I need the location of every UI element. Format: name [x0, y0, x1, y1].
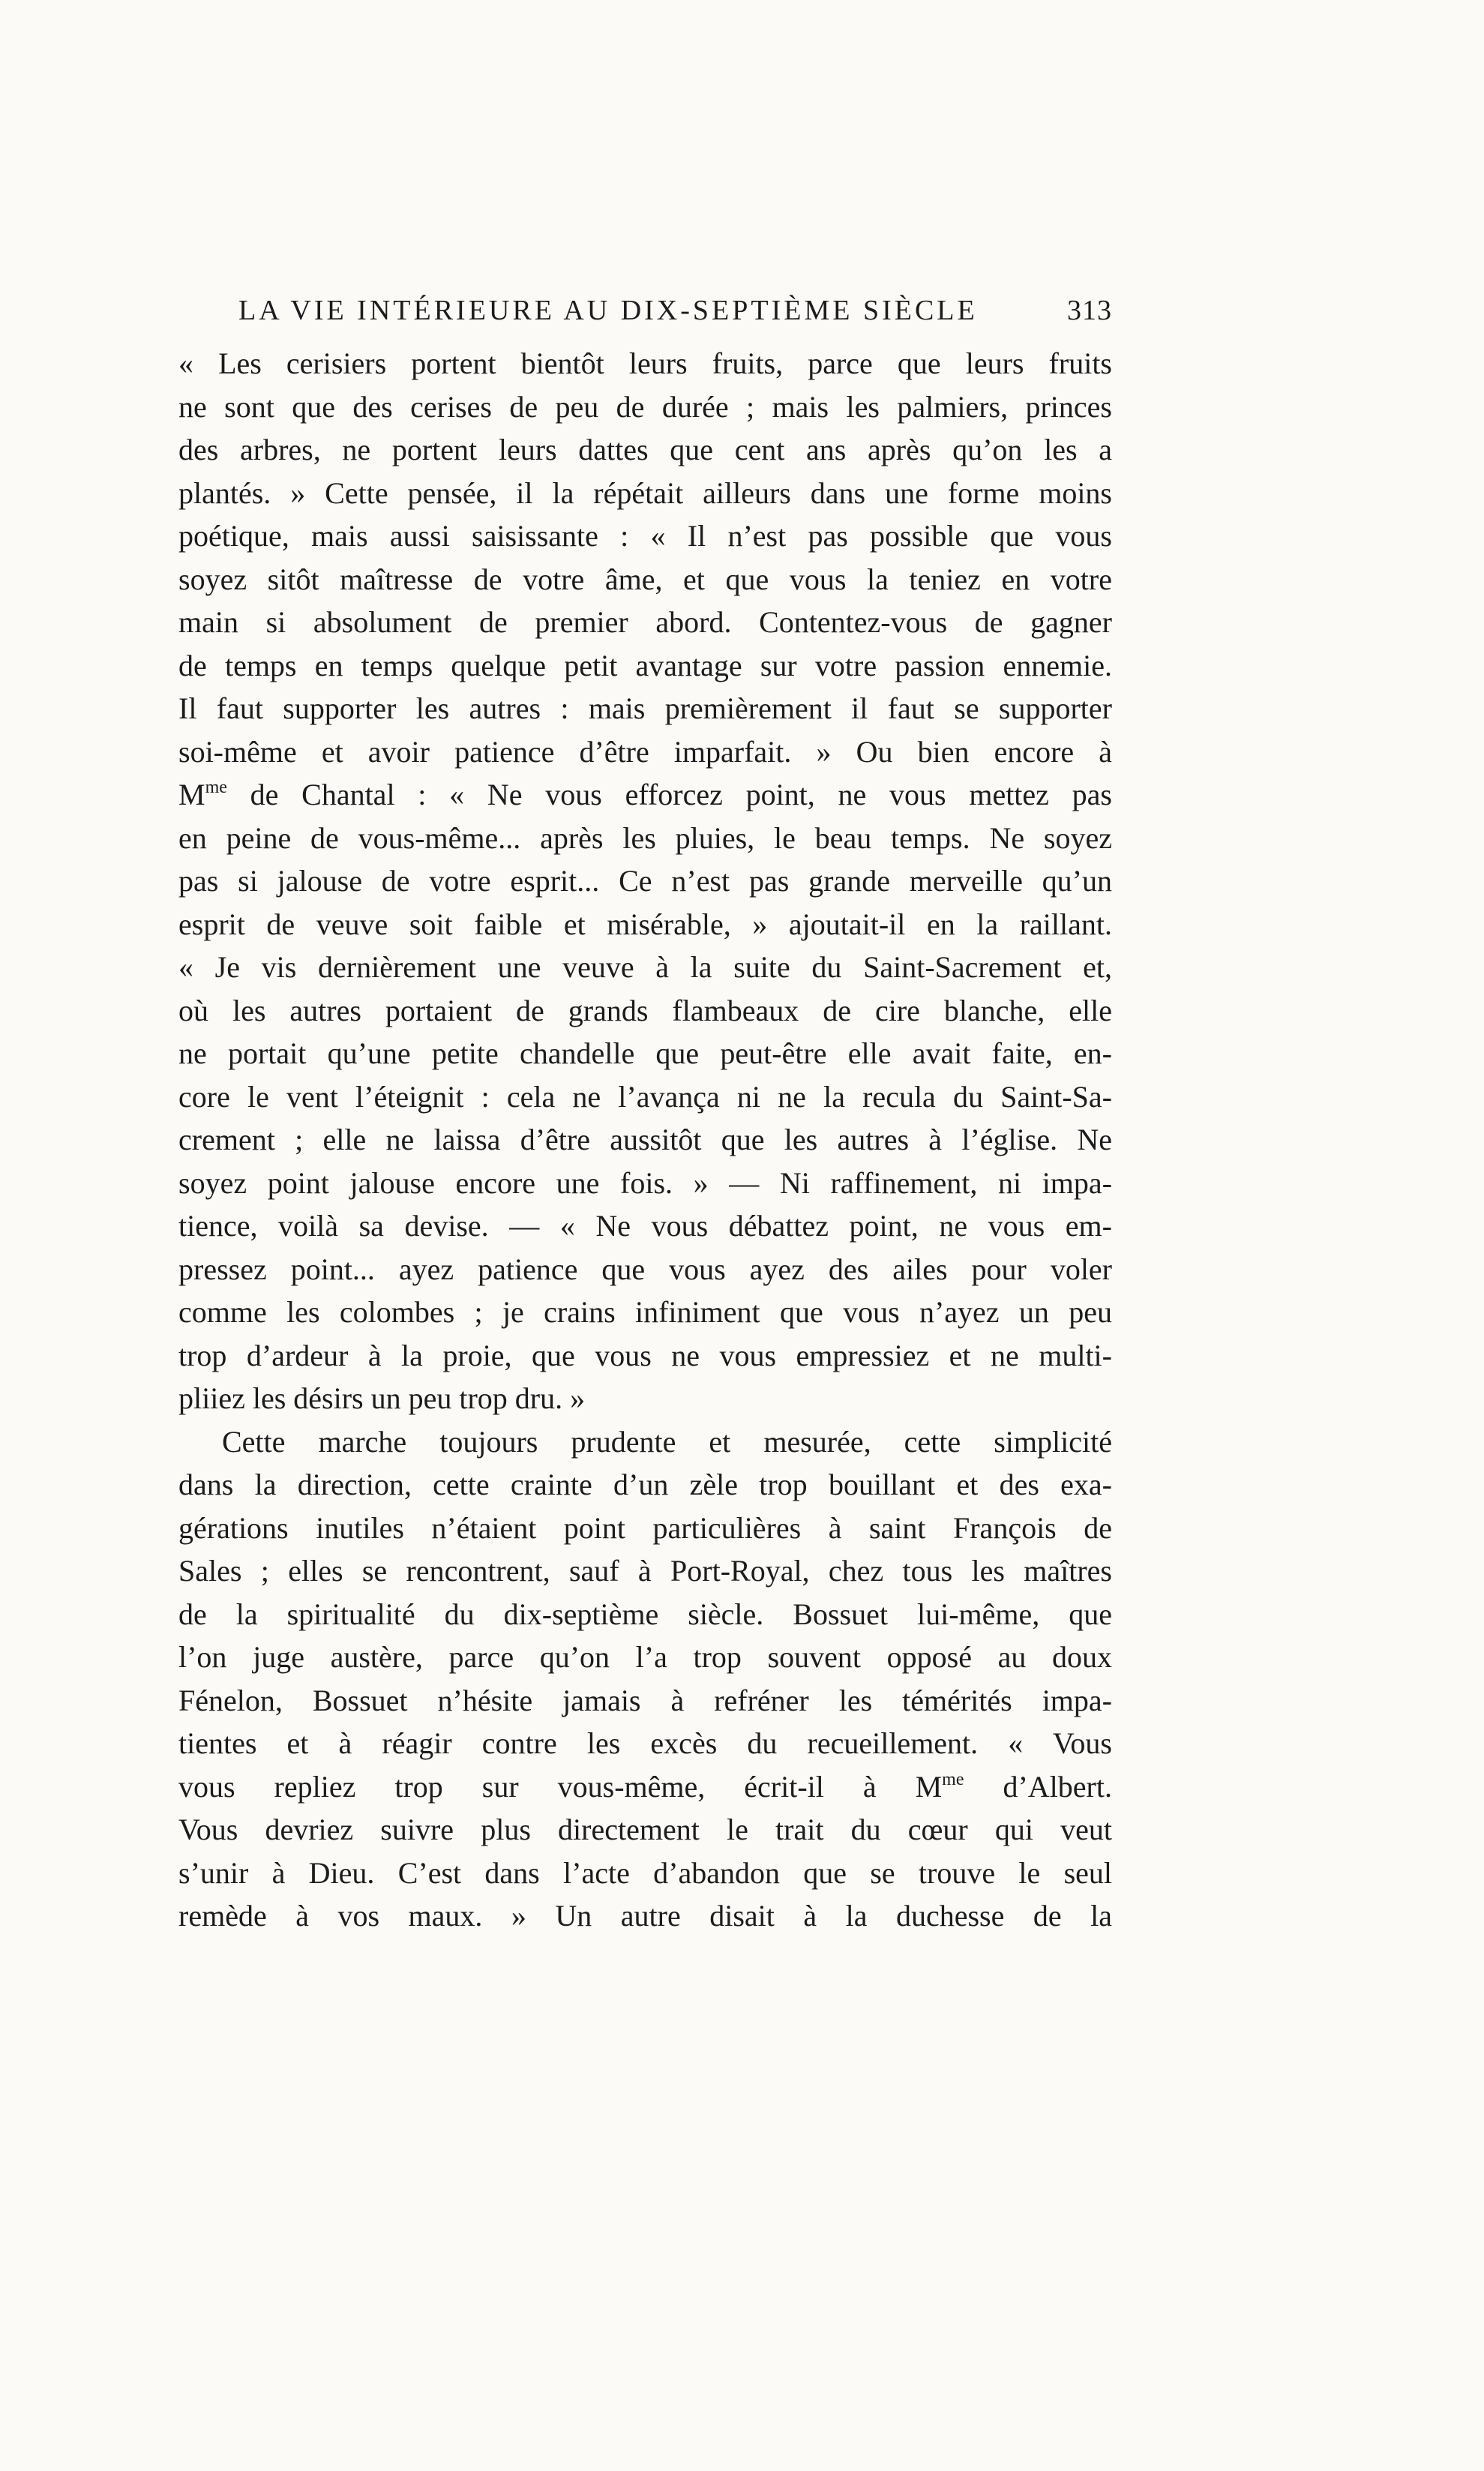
text-line: en peine de vous-même... après les pluies, le beau temps. Ne soyez — [178, 820, 1112, 855]
running-head — [178, 294, 1112, 333]
text-line: des arbres, ne portent leurs dattes que cent ans après qu’on les a — [178, 433, 1112, 466]
text-line: Sales ; elles se rencontrent, sauf à Port-Royal, chez tous les maîtres — [178, 1554, 1112, 1588]
text-line: Fénelon, Bossuet n’hésite jamais à refréner les témérités impa- — [178, 1683, 1112, 1717]
line-text-after: d’Albert. — [964, 1769, 1112, 1804]
text-line: comme les colombes ; je crains infiniment que vous n’ayez un peu — [178, 1295, 1112, 1329]
text-line: de la spiritualité du dix-septième siècle. Bossuet lui-même, que — [178, 1597, 1112, 1631]
text-line: « Les cerisiers portent bientôt leurs fruits, parce que leurs fruits — [178, 346, 1112, 380]
text-line: soi-même et avoir patience d’être imparfait. » Ou bien encore à — [178, 734, 1112, 769]
text-line: core le vent l’éteignit : cela ne l’avança ni ne la recula du Saint-Sa- — [178, 1079, 1112, 1114]
text-line: dans la direction, cette crainte d’un zèle trop bouillant et des exa- — [178, 1468, 1112, 1501]
text-line: pliiez les désirs un peu trop dru. » — [178, 1381, 586, 1415]
running-title: LA VIE INTÉRIEURE AU DIX-SEPTIÈME SIÈCLE — [238, 295, 978, 326]
text-line: gérations inutiles n’étaient point particulières à saint François de — [178, 1510, 1112, 1545]
line-superscript: me — [205, 778, 227, 797]
text-line: crement ; elle ne laissa d’être aussitôt que les autres à l’église. Ne — [178, 1123, 1112, 1156]
text-line: tientes et à réagir contre les excès du recueillement. « Vous — [178, 1726, 1112, 1760]
text-line: soyez sitôt maîtresse de votre âme, et que vous la teniez en votre — [178, 562, 1112, 596]
text-line: trop d’ardeur à la proie, que vous ne vous empressiez et ne multi- — [178, 1338, 1112, 1372]
text-line: s’unir à Dieu. C’est dans l’acte d’abandon que se trouve le seul — [178, 1855, 1112, 1890]
text-line: de temps en temps quelque petit avantage sur votre passion ennemie. — [178, 648, 1112, 682]
text-line: « Je vis dernièrement une veuve à la suite du Saint-Sacrement et, — [178, 950, 1112, 984]
line-superscript: me — [942, 1769, 964, 1789]
page-number: 313 — [1067, 295, 1112, 326]
text-line: ne sont que des cerises de peu de durée ; mais les palmiers, princes — [178, 389, 1112, 424]
text-line: ne portait qu’une petite chandelle que peut-être elle avait faite, en- — [178, 1036, 1112, 1070]
text-line: plantés. » Cette pensée, il la répétait ailleurs dans une forme moins — [178, 475, 1112, 510]
text-line — [178, 773, 1112, 817]
text-line: soyez point jalouse encore une fois. » — Ni raffinement, ni impa- — [178, 1165, 1112, 1200]
line-text-before: vous repliez trop sur vous-même, écrit-il à M — [178, 1769, 943, 1804]
line-text-before: M — [178, 778, 205, 811]
text-line: Cette marche toujours prudente et mesurée, cette simplicité — [222, 1424, 1112, 1459]
text-line: remède à vos maux. » Un autre disait à la duchesse de la — [178, 1899, 1112, 1933]
text-line: pas si jalouse de votre esprit... Ce n’est pas grande merveille qu’un — [178, 864, 1112, 898]
text-line: esprit de veuve soit faible et misérable, » ajoutait-il en la raillant. — [178, 907, 1112, 941]
text-line: l’on juge austère, parce qu’on l’a trop souvent opposé au doux — [178, 1640, 1112, 1674]
line-text-after: de Chantal : « Ne vous efforcez point, ne vous mettez pas — [226, 778, 1112, 811]
text-line — [178, 1765, 1112, 1809]
text-line: Vous devriez suivre plus directement le trait du cœur qui veut — [178, 1813, 1112, 1846]
text-line: main si absolument de premier abord. Contentez-vous de gagner — [178, 605, 1112, 639]
text-line: Il faut supporter les autres : mais premièrement il faut se supporter — [178, 691, 1112, 725]
text-line: poétique, mais aussi saisissante : « Il n’est pas possible que vous — [178, 519, 1112, 553]
text-line: où les autres portaient de grands flambeaux de cire blanche, elle — [178, 993, 1112, 1027]
body-text — [178, 342, 1112, 1938]
text-line: tience, voilà sa devise. — « Ne vous débattez point, ne vous em- — [178, 1209, 1112, 1243]
text-line: pressez point... ayez patience que vous ayez des ailes pour voler — [178, 1252, 1112, 1286]
